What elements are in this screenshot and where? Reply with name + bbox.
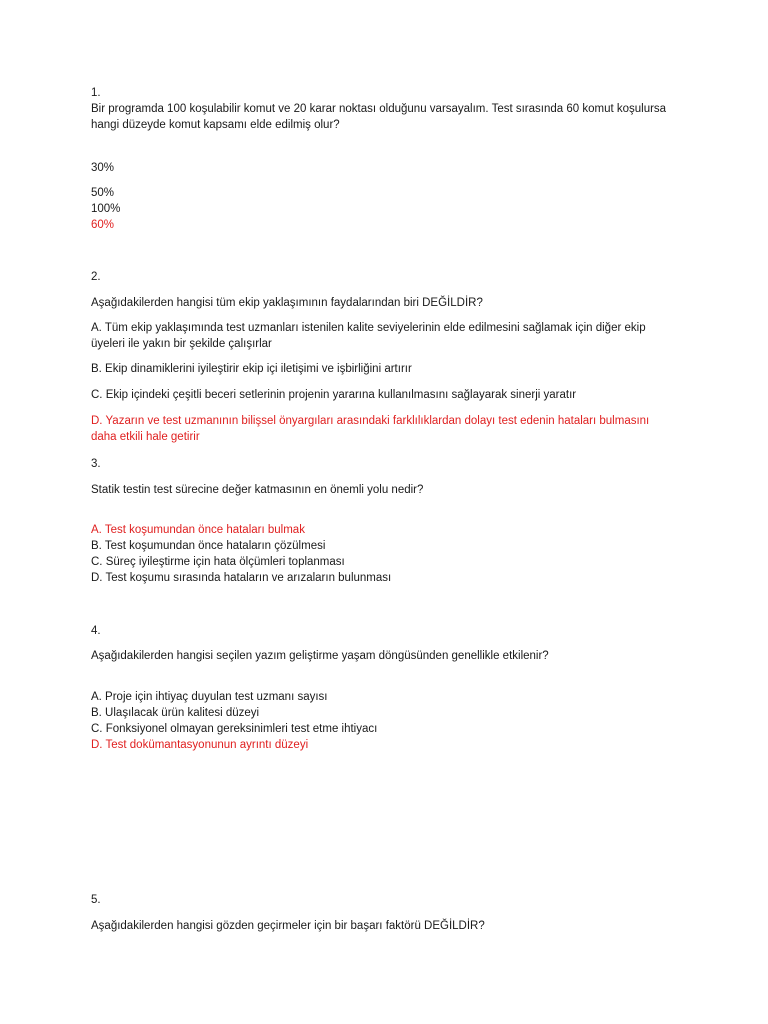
question-3-text: Statik testin test sürecine değer katmasının en önemli yolu nedir? — [91, 484, 424, 496]
question-1-option-4-correct: 60% — [91, 219, 115, 231]
question-3-number: 3. — [91, 458, 101, 470]
question-3-option-d: D. Test koşumu sırasında hataların ve arızaların bulunması — [91, 572, 392, 584]
question-1-option-2: 50% — [91, 187, 115, 199]
question-4-option-d-correct: D. Test dokümantasyonunun ayrıntı düzeyi — [91, 739, 309, 751]
question-4-text: Aşağıdakilerden hangisi seçilen yazım geliştirme yaşam döngüsünden genellikle etkilenir? — [91, 650, 549, 662]
question-4-option-b: B. Ulaşılacak ürün kalitesi düzeyi — [91, 707, 260, 719]
question-2-option-b: B. Ekip dinamiklerini iyileştirir ekip içi iletişimi ve işbirliğini artırır — [91, 363, 412, 375]
question-3-option-b: B. Test koşumundan önce hataların çözülmesi — [91, 540, 326, 552]
question-1-text: Bir programda 100 koşulabilir komut ve 20 karar noktası olduğunu varsayalım. Test sırasında 60 komut koşulursa hangi düzeyde komut kapsamı elde edilmiş olur? — [91, 103, 667, 131]
question-4-option-a: A. Proje için ihtiyaç duyulan test uzmanı sayısı — [91, 691, 328, 703]
question-1-option-3: 100% — [91, 203, 121, 215]
question-1-number: 1. — [91, 87, 101, 99]
question-1-option-1: 30% — [91, 162, 115, 174]
question-2-number: 2. — [91, 271, 101, 283]
question-2-option-c: C. Ekip içindeki çeşitli beceri setlerinin projenin yararına kullanılmasını sağlayarak sinerji yaratır — [91, 389, 577, 401]
question-3-option-c: C. Süreç iyileştirme için hata ölçümleri toplanması — [91, 556, 345, 568]
question-3-option-a-correct: A. Test koşumundan önce hataları bulmak — [91, 524, 305, 536]
question-5-number: 5. — [91, 894, 101, 906]
question-2-option-d-correct: D. Yazarın ve test uzmanının bilişsel önyargıları arasındaki farklılıklardan dolayı test edenin hataları bulmasını daha etkili hale getirir — [91, 415, 650, 443]
question-2-text: Aşağıdakilerden hangisi tüm ekip yaklaşımının faydalarından biri DEĞİLDİR? — [91, 297, 483, 309]
question-4-number: 4. — [91, 625, 101, 637]
question-2-option-a: A. Tüm ekip yaklaşımında test uzmanları istenilen kalite seviyelerinin elde edilmesini sağlamak için diğer ekip üyeleri ile yakın bir şekilde çalışırlar — [91, 322, 646, 350]
question-4-option-c: C. Fonksiyonel olmayan gereksinimleri test etme ihtiyacı — [91, 723, 378, 735]
question-5-text: Aşağıdakilerden hangisi gözden geçirmeler için bir başarı faktörü DEĞİLDİR? — [91, 920, 485, 932]
